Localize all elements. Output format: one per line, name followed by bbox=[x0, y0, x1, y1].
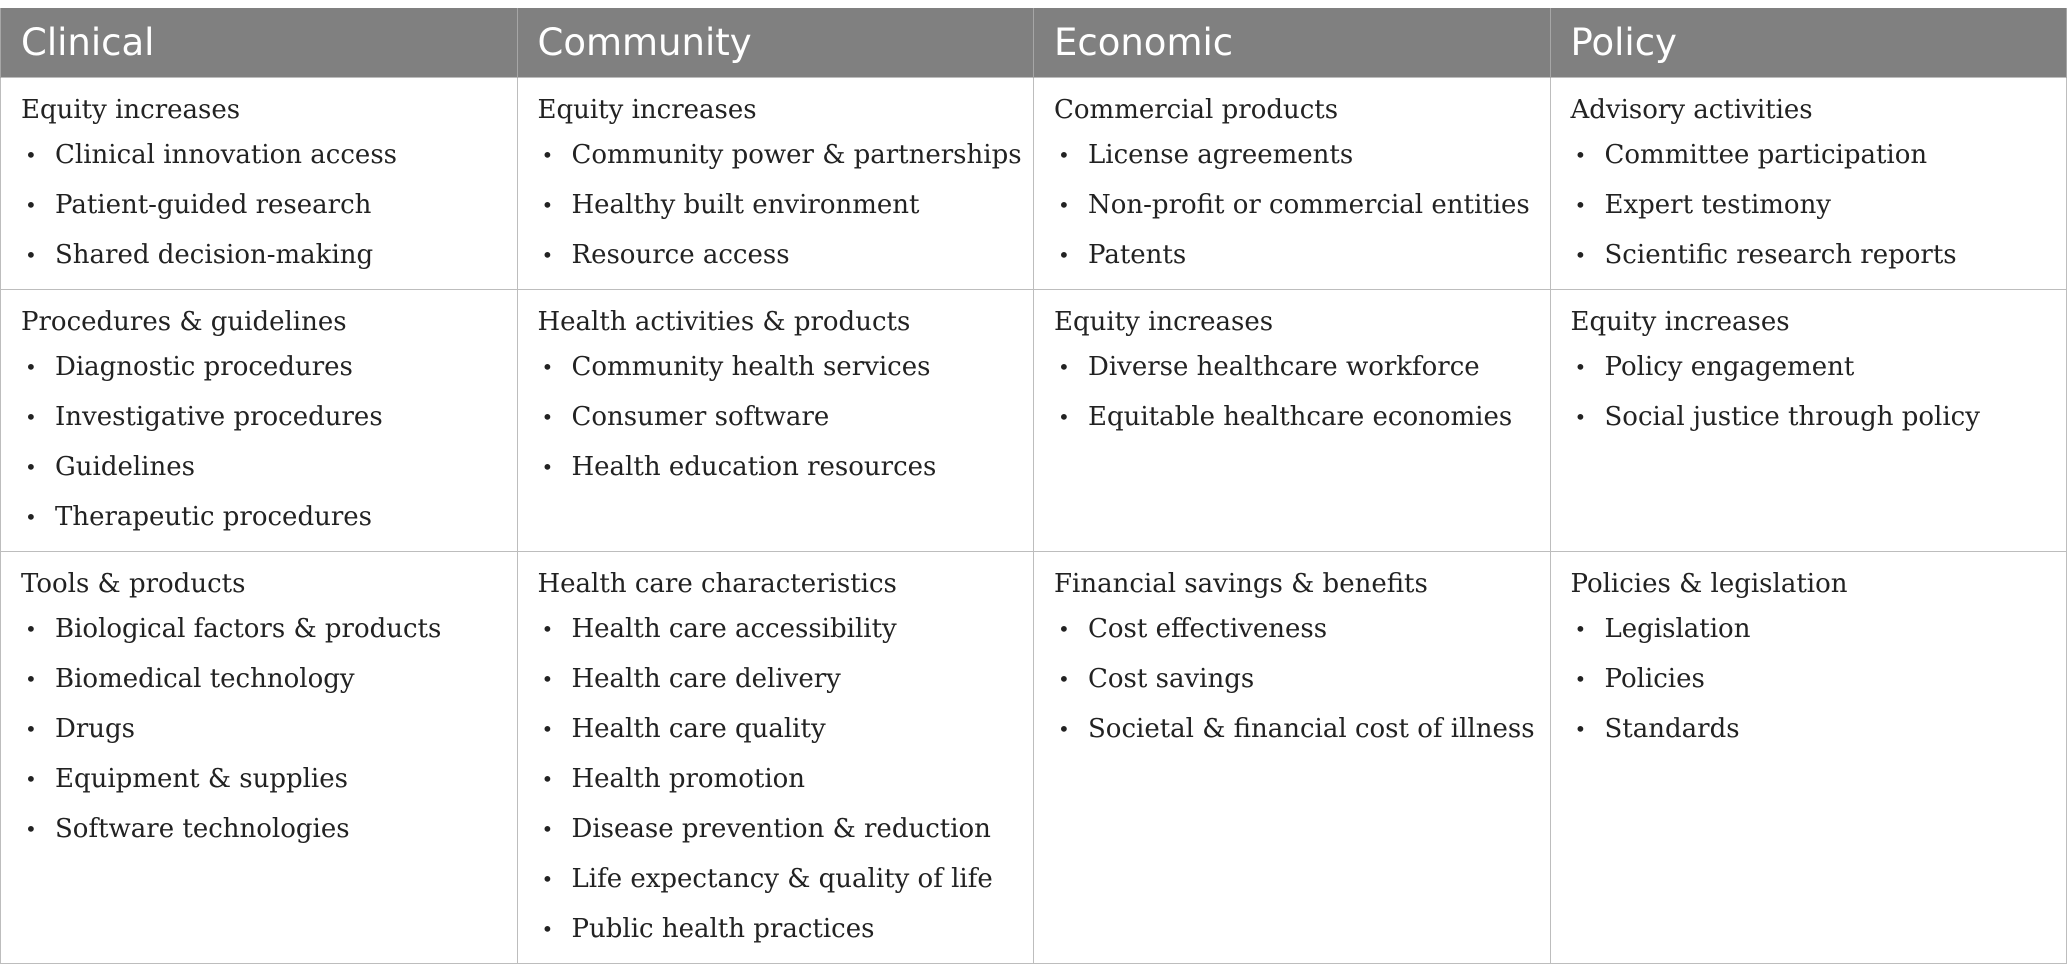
bullet-icon: • bbox=[1058, 243, 1070, 267]
cell-heading: Procedures & guidelines bbox=[21, 307, 347, 337]
bullet-icon: • bbox=[25, 717, 37, 741]
table-cell-clinical bbox=[1, 78, 518, 290]
list-item bbox=[21, 704, 497, 754]
bullet-icon: • bbox=[1574, 405, 1587, 429]
bullet-icon: • bbox=[1574, 617, 1587, 641]
list-item-text: Biological factors & products bbox=[55, 614, 442, 644]
list-item-text: Life expectancy & quality of life bbox=[571, 864, 993, 894]
cell-heading: Policies & legislation bbox=[1570, 569, 1848, 599]
bullet-icon: • bbox=[1058, 193, 1070, 217]
cell-item-list bbox=[21, 130, 497, 280]
bullet-icon: • bbox=[541, 143, 554, 167]
table-cell-policy bbox=[1550, 78, 2067, 290]
bullet-icon: • bbox=[1574, 243, 1587, 267]
list-item bbox=[1571, 230, 2047, 280]
cell-heading: Tools & products bbox=[21, 569, 246, 599]
table-row bbox=[1, 290, 2067, 552]
bullet-icon: • bbox=[541, 867, 554, 891]
list-item bbox=[21, 130, 497, 180]
bullet-icon: • bbox=[25, 405, 37, 429]
list-item bbox=[1054, 130, 1530, 180]
list-item bbox=[21, 492, 497, 542]
list-item bbox=[538, 442, 1014, 492]
list-item-text: Therapeutic procedures bbox=[55, 502, 372, 532]
list-item-text: Non-profit or commercial entities bbox=[1088, 190, 1530, 220]
bullet-icon: • bbox=[541, 455, 554, 479]
list-item bbox=[21, 342, 497, 392]
cell-heading: Health activities & products bbox=[537, 307, 911, 337]
bullet-icon: • bbox=[541, 355, 554, 379]
table-cell-clinical bbox=[1, 552, 518, 964]
list-item bbox=[1571, 604, 2047, 654]
table-cell-economic bbox=[1034, 78, 1551, 290]
bullet-icon: • bbox=[541, 717, 554, 741]
list-item bbox=[538, 392, 1014, 442]
bullet-icon: • bbox=[541, 917, 554, 941]
list-item bbox=[21, 442, 497, 492]
cell-heading: Commercial products bbox=[1054, 95, 1339, 125]
cell-item-list bbox=[538, 342, 1014, 492]
list-item bbox=[538, 654, 1014, 704]
bullet-icon: • bbox=[25, 505, 37, 529]
list-item bbox=[1571, 342, 2047, 392]
list-item bbox=[1571, 654, 2047, 704]
list-item bbox=[538, 180, 1014, 230]
cell-item-list bbox=[538, 130, 1022, 280]
list-item-text: Expert testimony bbox=[1604, 190, 1831, 220]
list-item-text: Community health services bbox=[571, 352, 931, 382]
cell-heading: Equity increases bbox=[1570, 307, 1790, 337]
bullet-icon: • bbox=[541, 667, 554, 691]
cell-heading: Financial savings & benefits bbox=[1054, 569, 1428, 599]
list-item-text: Health care accessibility bbox=[571, 614, 897, 644]
list-item bbox=[1054, 392, 1530, 442]
bullet-icon: • bbox=[1058, 667, 1070, 691]
cell-item-list bbox=[538, 604, 1014, 954]
list-item-text: Scientific research reports bbox=[1604, 240, 1957, 270]
bullet-icon: • bbox=[1058, 617, 1070, 641]
cell-item-list bbox=[1571, 342, 2047, 442]
list-item bbox=[21, 654, 497, 704]
bullet-icon: • bbox=[25, 193, 37, 217]
list-item-text: Health care delivery bbox=[571, 664, 841, 694]
table-body bbox=[1, 78, 2067, 964]
bullet-icon: • bbox=[25, 143, 37, 167]
list-item bbox=[538, 804, 1014, 854]
cell-item-list bbox=[21, 604, 497, 854]
list-item bbox=[538, 854, 1014, 904]
list-item-text: Health care quality bbox=[571, 714, 826, 744]
list-item bbox=[21, 392, 497, 442]
cell-heading: Health care characteristics bbox=[537, 569, 897, 599]
list-item-text: Shared decision-making bbox=[55, 240, 374, 270]
list-item bbox=[1571, 180, 2047, 230]
list-item-text: Investigative procedures bbox=[55, 402, 383, 432]
bullet-icon: • bbox=[541, 767, 554, 791]
bullet-icon: • bbox=[541, 817, 554, 841]
list-item bbox=[21, 754, 497, 804]
cell-item-list bbox=[21, 342, 497, 542]
list-item-text: Societal & financial cost of illness bbox=[1088, 714, 1535, 744]
cell-item-list bbox=[1054, 604, 1535, 754]
list-item-text: Healthy built environment bbox=[571, 190, 920, 220]
list-item bbox=[538, 130, 1022, 180]
list-item bbox=[538, 704, 1014, 754]
header-row bbox=[1, 8, 2067, 78]
list-item-text: Standards bbox=[1604, 714, 1740, 744]
table-cell-community bbox=[517, 290, 1034, 552]
bullet-icon: • bbox=[1058, 355, 1070, 379]
list-item bbox=[1054, 604, 1530, 654]
list-item-text: Disease prevention & reduction bbox=[571, 814, 991, 844]
table-cell-policy bbox=[1550, 290, 2067, 552]
bullet-icon: • bbox=[25, 617, 37, 641]
list-item-text: Cost savings bbox=[1088, 664, 1255, 694]
table-cell-economic bbox=[1034, 552, 1551, 964]
list-item-text: Patents bbox=[1088, 240, 1187, 270]
list-item bbox=[1571, 130, 2047, 180]
bullet-icon: • bbox=[1574, 355, 1587, 379]
list-item-text: Cost effectiveness bbox=[1088, 614, 1328, 644]
table-cell-community bbox=[517, 78, 1034, 290]
cell-item-list bbox=[1054, 342, 1530, 442]
impact-table-wrapper bbox=[0, 8, 2067, 964]
bullet-icon: • bbox=[1058, 143, 1070, 167]
list-item-text: Community power & partnerships bbox=[571, 140, 1022, 170]
bullet-icon: • bbox=[1574, 667, 1587, 691]
list-item-text: Policy engagement bbox=[1604, 352, 1855, 382]
list-item bbox=[538, 604, 1014, 654]
list-item-text: Clinical innovation access bbox=[55, 140, 397, 170]
header-policy: Policy bbox=[1550, 8, 2067, 78]
bullet-icon: • bbox=[1058, 405, 1070, 429]
cell-item-list bbox=[1571, 604, 2047, 754]
list-item-text: Resource access bbox=[571, 240, 790, 270]
table-row bbox=[1, 78, 2067, 290]
list-item-text: Diagnostic procedures bbox=[55, 352, 353, 382]
list-item bbox=[1054, 342, 1530, 392]
list-item bbox=[1054, 704, 1535, 754]
cell-item-list bbox=[1571, 130, 2047, 280]
table-cell-community bbox=[517, 552, 1034, 964]
table-cell-economic bbox=[1034, 290, 1551, 552]
cell-heading: Equity increases bbox=[21, 95, 241, 125]
list-item bbox=[538, 754, 1014, 804]
list-item-text: Health promotion bbox=[571, 764, 806, 794]
bullet-icon: • bbox=[25, 243, 37, 267]
table-cell-policy bbox=[1550, 552, 2067, 964]
list-item-text: Drugs bbox=[55, 714, 136, 744]
list-item bbox=[21, 804, 497, 854]
list-item-text: Equitable healthcare economies bbox=[1088, 402, 1513, 432]
table-cell-clinical bbox=[1, 290, 518, 552]
header-clinical: Clinical bbox=[1, 8, 518, 78]
bullet-icon: • bbox=[541, 193, 554, 217]
bullet-icon: • bbox=[1574, 717, 1587, 741]
list-item bbox=[538, 342, 1014, 392]
list-item-text: Legislation bbox=[1604, 614, 1751, 644]
bullet-icon: • bbox=[1058, 717, 1070, 741]
list-item bbox=[1054, 654, 1530, 704]
list-item bbox=[21, 604, 497, 654]
list-item-text: Social justice through policy bbox=[1604, 402, 1980, 432]
bullet-icon: • bbox=[1574, 193, 1587, 217]
bullet-icon: • bbox=[25, 355, 37, 379]
bullet-icon: • bbox=[1574, 143, 1587, 167]
cell-heading: Equity increases bbox=[537, 95, 757, 125]
cell-item-list bbox=[1054, 130, 1530, 280]
bullet-icon: • bbox=[25, 767, 37, 791]
list-item bbox=[1571, 704, 2047, 754]
table-row bbox=[1, 552, 2067, 964]
bullet-icon: • bbox=[25, 455, 37, 479]
list-item-text: Biomedical technology bbox=[55, 664, 355, 694]
list-item bbox=[538, 230, 1014, 280]
cell-heading: Equity increases bbox=[1054, 307, 1274, 337]
cell-heading: Advisory activities bbox=[1570, 95, 1813, 125]
list-item-text: Patient-guided research bbox=[55, 190, 372, 220]
list-item-text: Consumer software bbox=[571, 402, 830, 432]
bullet-icon: • bbox=[541, 405, 554, 429]
list-item bbox=[21, 180, 497, 230]
list-item-text: Policies bbox=[1604, 664, 1705, 694]
list-item bbox=[1054, 230, 1530, 280]
header-community: Community bbox=[517, 8, 1034, 78]
list-item-text: License agreements bbox=[1088, 140, 1354, 170]
bullet-icon: • bbox=[25, 817, 37, 841]
list-item-text: Guidelines bbox=[55, 452, 195, 482]
header-economic: Economic bbox=[1034, 8, 1551, 78]
list-item-text: Health education resources bbox=[571, 452, 937, 482]
list-item bbox=[1571, 392, 2047, 442]
list-item-text: Equipment & supplies bbox=[55, 764, 348, 794]
list-item bbox=[21, 230, 497, 280]
bullet-icon: • bbox=[541, 243, 554, 267]
list-item-text: Software technologies bbox=[55, 814, 350, 844]
bullet-icon: • bbox=[25, 667, 37, 691]
bullet-icon: • bbox=[541, 617, 554, 641]
list-item-text: Public health practices bbox=[571, 914, 875, 944]
list-item bbox=[538, 904, 1014, 954]
list-item bbox=[1054, 180, 1530, 230]
impact-categories-table bbox=[0, 8, 2067, 964]
list-item-text: Committee participation bbox=[1604, 140, 1928, 170]
list-item-text: Diverse healthcare workforce bbox=[1088, 352, 1480, 382]
